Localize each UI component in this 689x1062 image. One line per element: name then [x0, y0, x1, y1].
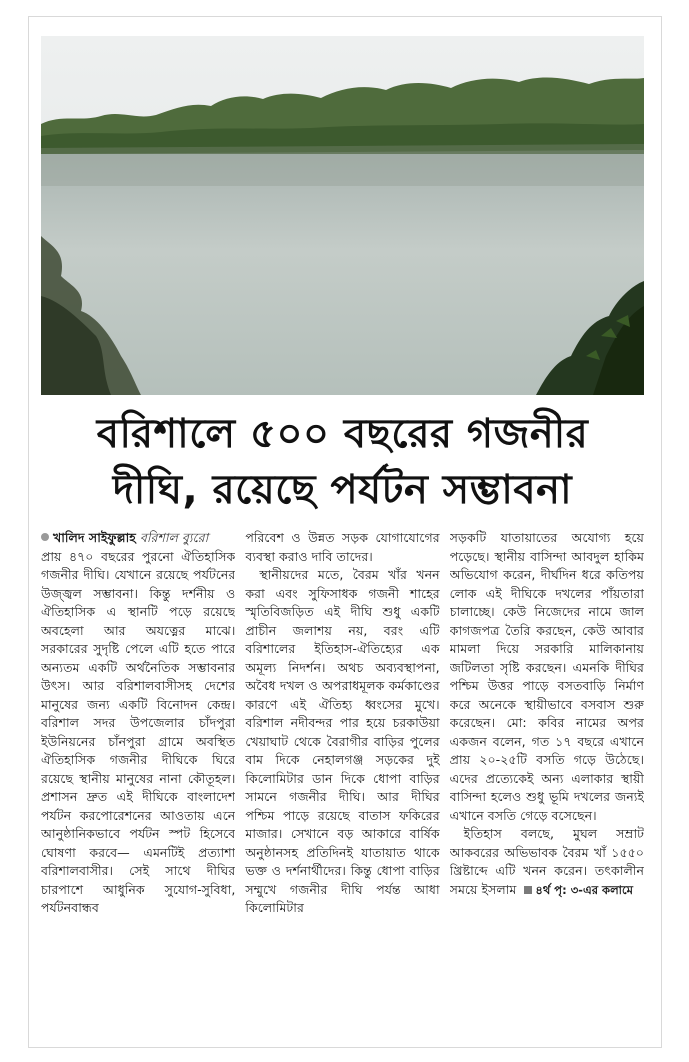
article-paragraph [450, 825, 644, 899]
article-column-3 [450, 529, 644, 1039]
headline-line-1: বরিশালে ৫০০ বছরের গজনীর [96, 411, 589, 457]
byline-name: খালিদ সাইফুল্লাহ [53, 530, 136, 545]
article-headline [41, 406, 644, 518]
byline-bureau: বরিশাল ব্যুরো [139, 530, 209, 545]
newspaper-clipping [28, 16, 662, 1048]
article-paragraph: পরিবেশ ও উন্নত সড়ক যোগাযোগের ব্যবস্থা করাও দাবি তাদের। [245, 530, 440, 564]
article-photo [41, 36, 644, 395]
article-paragraph: সড়কটি যাতায়াতের অযোগ্য হয়ে পড়েছে। স্থানীয় বাসিন্দা আবদুল হাকিম অভিযোগ করেন, দীর্ঘদিন ধরে কতিপয় লোক এই দীঘিকে দখলের পাঁয়তারা চালাচ্ছে। কেউ নিজেদের নামে জাল কাগজপত্র তৈরি করছেন, কেউ আবার মামলা দিয়ে সরকারি মালিকানায় জটিলতা সৃষ্টি করছেন। এমনকি দীঘির পশ্চিম উত্তর পাড়ে বসতবাড়ি নির্মাণ করে অনেকে স্থায়ীভাবে বসবাস শুরু করেছেন। মো: কবির নামের অপর একজন বলেন, গত ১৭ বছরে এখানে প্রায় ২০-২৫টি বসতি গড়ে উঠেছে। এদের প্রত্যেকেই অন্য এলাকার স্থায়ী বাসিন্দা হলেও শুধু ভূমি দখলের জন্যই এখানে বসতি গেড়ে বসেছেন। [449, 530, 644, 823]
article-paragraph-text: ইতিহাস বলছে, মুঘল সম্রাট আকবরের অভিভাবক বৈরম খাঁ ১৫৫০ খ্রিষ্টাব্দে এটি খনন করেন। তৎকালীন সময়ে ইসলাম [449, 826, 644, 897]
jump-marker-icon [524, 886, 532, 894]
headline-line-2: দীঘি, রয়েছে পর্যটন সম্ভাবনা [112, 467, 573, 513]
bullet-icon [41, 533, 49, 541]
continued-on-label: ৪র্থ পৃ: ৩-এর কলামে [535, 882, 633, 897]
article-column-1 [41, 529, 235, 1039]
byline [41, 529, 235, 548]
article-column-2 [245, 529, 439, 1039]
lake-photo-illustration [41, 36, 644, 395]
article-paragraph: স্থানীয়দের মতে, বৈরম খাঁর খনন করা এবং সুফিসাধক গজনী শাহের স্মৃতিবিজড়িত এই দীঘি শুধু একটি প্রাচীন জলাশয় নয়, বরং এটি বরিশালের ইতিহাস-ঐতিহ্যের এক অমূল্য নিদর্শন। অথচ অব্যবস্থাপনা, অবৈধ দখল ও অপরাধমূলক কর্মকাণ্ডের কারণে এই ঐতিহ্য ধ্বংসের মুখে। বরিশাল নদীবন্দর পার হয়ে চরকাউয়া খেয়াঘাট থেকে বৈরাগীর বাড়ির পুলের বাম দিকে নেহালগঞ্জ সড়কের দুই কিলোমিটার ডান দিকে ধোপা বাড়ির সামনে গজনীর দীঘি। আর দীঘির পশ্চিম পাড়ে রয়েছে বাতাস ফকিরের মাজার। সেখানে বড় আকারে বার্ষিক অনুষ্ঠানসহ প্রতিদিনই যাতায়াত থাকে ভক্ত ও দর্শনার্থীদের। কিন্তু ধোপা বাড়ির সম্মুখে গজনীর দীঘি পর্যন্ত আধা কিলোমিটার [245, 567, 440, 915]
article-body [41, 529, 644, 1039]
article-lead: প্রায় ৪৭০ বছরের পুরনো ঐতিহাসিক গজনীর দীঘি। যেখানে রয়েছে পর্যটনের উজ্জ্বল সম্ভাবনা। কিন্তু দর্শনীয় ও ঐতিহাসিক এ স্থানটি পড়ে রয়েছে অবহেলা আর অযত্নের মাঝে। সরকারের সুদৃষ্টি পেলে এটি হতে পারে অন্যতম একটি অর্থনৈতিক সম্ভাবনার উৎস। আর বরিশালবাসীসহ দেশের মানুষের জন্য একটি বিনোদন কেন্দ্র। বরিশাল সদর উপজেলার চাঁদপুরা ইউনিয়নের চাঁনপুরা গ্রামে অবস্থিত ঐতিহাসিক গজনীর দীঘিকে ঘিরে রয়েছে স্থানীয় মানুষের নানা কৌতূহল। প্রশাসন দ্রুত এই দীঘিকে বাংলাদেশ পর্যটন করপোরেশনের আওতায় এনে আনুষ্ঠানিকভাবে পর্যটন স্পট হিসেবে ঘোষণা করবে— এমনটিই প্রত্যাশা বরিশালবাসীর। সেই সাথে দীঘির চারপাশে আধুনিক সুযোগ-সুবিধা, পর্যটনবান্ধব [41, 548, 236, 915]
